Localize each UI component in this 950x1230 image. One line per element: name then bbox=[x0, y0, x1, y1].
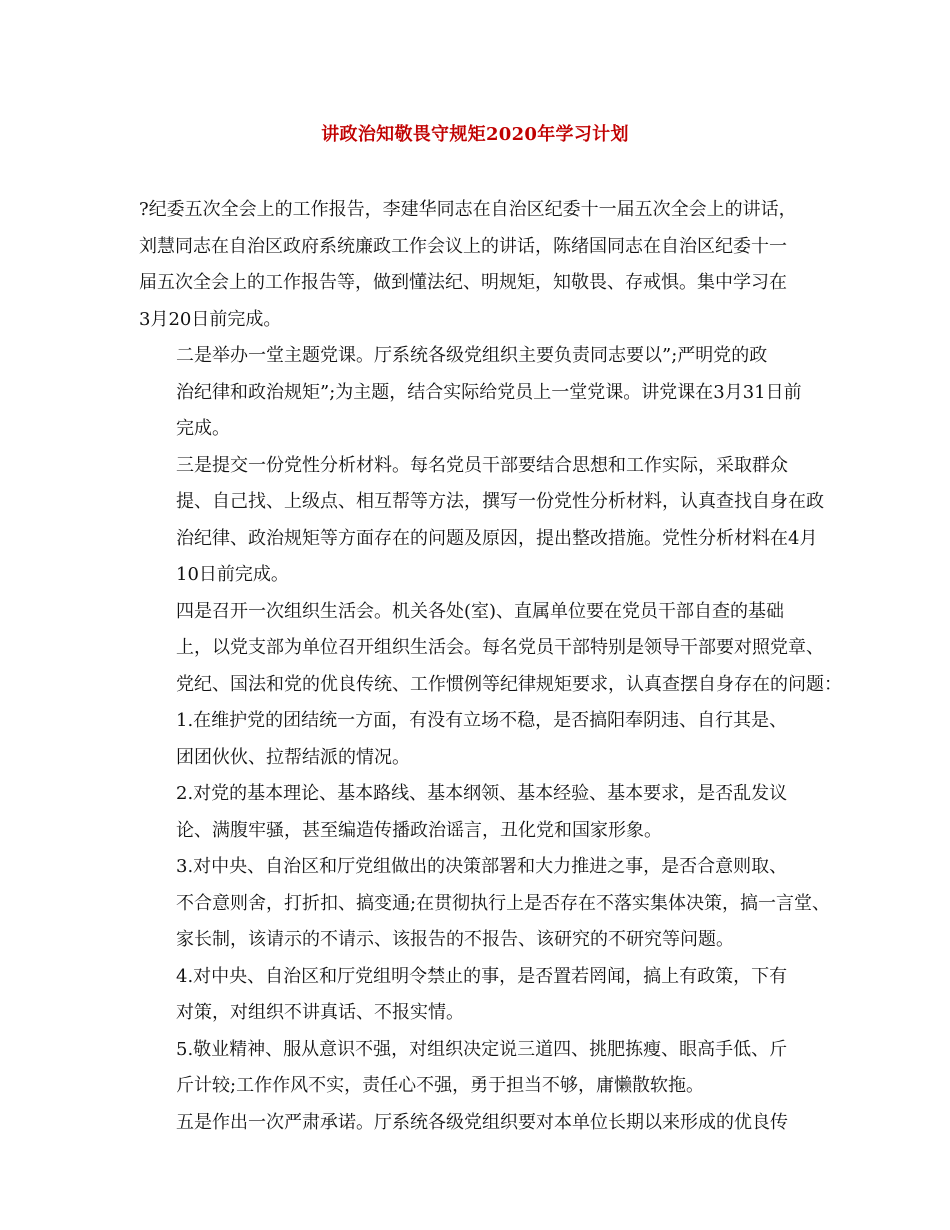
paragraph-line: 届五次全会上的工作报告等，做到懂法纪、明规矩，知敬畏、存戒惧。集中学习在 bbox=[139, 272, 787, 293]
paragraph-line: 四是召开一次组织生活会。机关各处(室)、直属单位要在党员干部自查的基础 bbox=[176, 600, 785, 622]
paragraph-line: 治纪律、政治规矩等方面存在的问题及原因，提出整改措施。党性分析材料在4月 bbox=[176, 527, 818, 549]
paragraph-line: 三是提交一份党性分析材料。每名党员干部要结合思想和工作实际，采取群众 bbox=[176, 454, 788, 476]
paragraph bbox=[139, 776, 817, 849]
paragraph-line: 3.对中央、自治区和厅党组做出的决策部署和大力推进之事，是否合意则取、 bbox=[176, 856, 788, 877]
paragraph-line: 4.对中央、自治区和厅党组明令禁止的事，是否置若罔闻，搞上有政策，下有 bbox=[176, 965, 788, 987]
paragraph-line: 对策，对组织不讲真话、不报实情。 bbox=[176, 1002, 464, 1023]
paragraph bbox=[139, 703, 817, 776]
paragraph bbox=[139, 849, 831, 959]
paragraph-line: 上，以党支部为单位召开组织生活会。每名党员干部特别是领导干部要对照党章、 bbox=[176, 637, 824, 658]
paragraph-line: 二是举办一堂主题党课。厅系统各级党组织主要负责同志要以”;严明党的政 bbox=[176, 345, 768, 366]
paragraph-line: 团团伙伙、拉帮结派的情况。 bbox=[176, 746, 410, 768]
paragraph-line: 1.在维护党的团结统一方面，有没有立场不稳，是否搞阳奉阴违、自行其是、 bbox=[176, 710, 788, 731]
paragraph bbox=[139, 1032, 817, 1105]
paragraph-line: 3月20日前完成。 bbox=[139, 308, 282, 330]
paragraph-line: 提、自己找、上级点、相互帮等方法，撰写一份党性分析材料，认真查找自身在政 bbox=[176, 491, 824, 512]
paragraph bbox=[139, 192, 817, 338]
paragraph bbox=[139, 594, 842, 704]
paragraph-line: 斤计较;工作作风不实，责任心不强，勇于担当不够，庸懒散软拖。 bbox=[176, 1075, 705, 1096]
paragraph-line: 党纪、国法和党的优良传统、工作惯例等纪律规矩要求，认真查摆自身存在的问题： bbox=[176, 673, 842, 695]
paragraph-line: 治纪律和政治规矩”;为主题，结合实际给党员上一堂党课。讲党课在3月31日前 bbox=[176, 381, 802, 403]
paragraph bbox=[139, 338, 817, 448]
document-title: 讲政治知敬畏守规矩2020年学习计划 bbox=[321, 124, 629, 145]
paragraph-line: 五是作出一次严肃承诺。厅系统各级党组织要对本单位长期以来形成的优良传 bbox=[176, 1111, 788, 1133]
paragraph-line: 家长制，该请示的不请示、该报告的不报告、该研究的不研究等问题。 bbox=[176, 929, 734, 950]
paragraph-line: 5.敬业精神、服从意识不强，对组织决定说三道四、挑肥拣瘦、眼高手低、斤 bbox=[176, 1038, 788, 1060]
paragraph-line: 论、满腹牢骚，甚至编造传播政治谣言，丑化党和国家形象。 bbox=[176, 819, 662, 841]
paragraph-line: 刘慧同志在自治区政府系统廉政工作会议上的讲话，陈绪国同志在自治区纪委十一 bbox=[139, 235, 787, 257]
paragraph bbox=[139, 1105, 817, 1142]
paragraph bbox=[139, 448, 824, 594]
paragraph-line: ?纪委五次全会上的工作报告，李建华同志在自治区纪委十一届五次全会上的讲话， bbox=[139, 199, 797, 220]
paragraph-line: 不合意则舍，打折扣、搞变通;在贯彻执行上是否存在不落实集体决策，搞一言堂、 bbox=[176, 892, 831, 914]
document-body bbox=[139, 192, 842, 1141]
paragraph bbox=[139, 959, 817, 1032]
paragraph-line: 10日前完成。 bbox=[176, 564, 289, 585]
paragraph-line: 完成。 bbox=[176, 418, 230, 439]
paragraph-line: 2.对党的基本理论、基本路线、基本纲领、基本经验、基本要求，是否乱发议 bbox=[176, 783, 788, 804]
